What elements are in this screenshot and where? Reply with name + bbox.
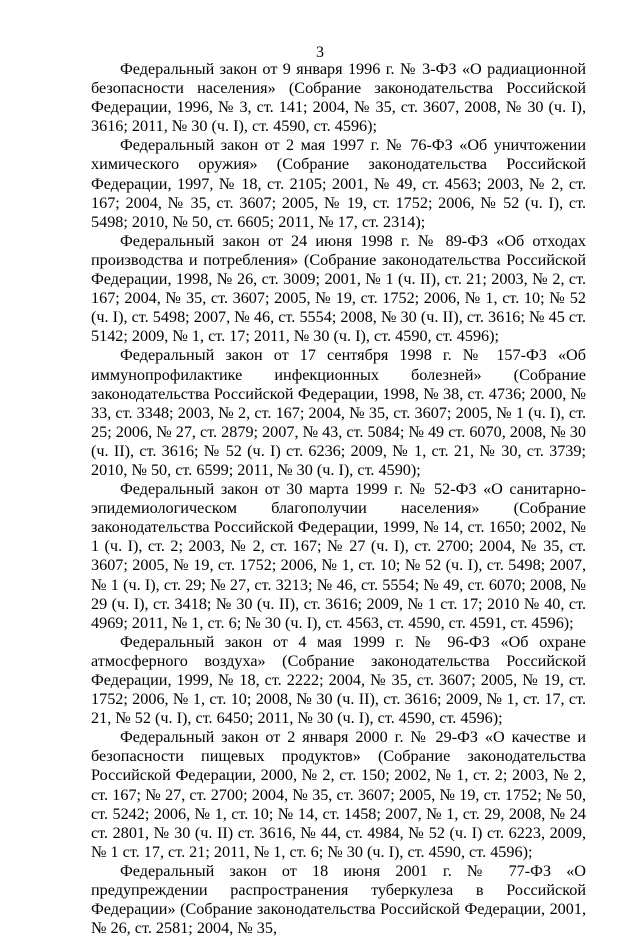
paragraph-law-76fz: Федеральный закон от 2 мая 1997 г. № 76-ФЗ «Об уничтожении химического оружия» (Собрание законодательства Российской Федерации, 1997, № 18, ст. 2105; 2001, № 49, ст. 4563; 2003, № 2, ст. 167; 2004, № 35, ст. 3607; 2005, № 19, ст. 1752; 2006, № 52 (ч. I), ст. 5498; 2010, № 50, ст. 6605; 2011, № 17, ст. 2314); — [91, 136, 586, 231]
paragraph-law-89fz: Федеральный закон от 24 июня 1998 г. № 89-ФЗ «Об отходах производства и потребления» (Собрание законодательства Российской Федерации, 1998, № 26, ст. 3009; 2001, № 1 (ч. II), ст. 21; 2003, № 2, ст. 167; 2004, № 35, ст. 3607; 2005, № 19, ст. 1752; 2006, № 1, ст. 10; № 52 (ч. I), ст. 5498; 2007, № 46, ст. 5554; 2008, № 30 (ч. II), ст. 3616; № 45 ст. 5142; 2009, № 1, ст. 17; 2011, № 30 (ч. I), ст. 4590, ст. 4596); — [91, 231, 586, 346]
paragraph-law-96fz: Федеральный закон от 4 мая 1999 г. № 96-ФЗ «Об охране атмосферного воздуха» (Собрание законодательства Российской Федерации, 1999, № 18, ст. 2222; 2004, № 35, ст. 3607; 2005, № 19, ст. 1752; 2006, № 1, ст. 10; 2008, № 30 (ч. II), ст. 3616; 2009, № 1, ст. 17, ст. 21, № 52 (ч. I), ст. 6450; 2011, № 30 (ч. I), ст. 4590, ст. 4596); — [91, 632, 586, 728]
paragraph-law-29fz: Федеральный закон от 2 января 2000 г. № 29-ФЗ «О качестве и безопасности пищевых продуктов» (Собрание законодательства Российской Федерации, 2000, № 2, ст. 150; 2002, № 1, ст. 2; 2003, № 2, ст. 167; № 27, ст. 2700; 2004, № 35, ст. 3607; 2005, № 19, ст. 1752; № 50, ст. 5242; 2006, № 1, ст. 10; № 14, ст. 1458; 2007, № 1, ст. 29, 2008, № 24 ст. 2801, № 30 (ч. II) ст. 3616, № 44, ст. 4984, № 52 (ч. I) ст. 6223, 2009, № 1 ст. 17, ст. 21; 2011, № 1, ст. 6; № 30 (ч. I), ст. 4590, ст. 4596); — [91, 728, 586, 861]
document-body — [91, 60, 586, 938]
page-number: 3 — [316, 44, 324, 61]
paragraph-law-3fz: Федеральный закон от 9 января 1996 г. № 3-ФЗ «О радиационной безопасности населения» (Собрание законодательства Российской Федерации, 1996, № 3, ст. 141; 2004, № 35, ст. 3607, 2008, № 30 (ч. I), 3616; 2011, № 30 (ч. I), ст. 4590, ст. 4596); — [91, 60, 586, 136]
paragraph-law-52fz: Федеральный закон от 30 марта 1999 г. № 52-ФЗ «О санитарно-эпидемиологическом благополучии населения» (Собрание законодательства Российской Федерации, 1999, № 14, ст. 1650; 2002, № 1 (ч. I), ст. 2; 2003, № 2, ст. 167; № 27 (ч. I), ст. 2700; 2004, № 35, ст. 3607; 2005, № 19, ст. 1752; 2006, № 1, ст. 10; № 52 (ч. I), ст. 5498; 2007, № 1 (ч. I), ст. 29; № 27, ст. 3213; № 46, ст. 5554; № 49, ст. 6070; 2008, № 29 (ч. I), ст. 3418; № 30 (ч. II), ст. 3616; 2009, № 1 ст. 17; 2010 № 40, ст. 4969; 2011, № 1, ст. 6; № 30 (ч. I), ст. 4563, ст. 4590, ст. 4591, ст. 4596); — [91, 480, 586, 632]
paragraph-law-77fz: Федеральный закон от 18 июня 2001 г. № 77-ФЗ «О предупреждении распространения туберкулеза в Российской Федерации» (Собрание законодательства Российской Федерации, 2001, № 26, ст. 2581; 2004, № 35, — [91, 861, 586, 938]
paragraph-law-157fz: Федеральный закон от 17 сентября 1998 г. № 157-ФЗ «Об иммунопрофилактике инфекционных болезней» (Собрание законодательства Российской Федерации, 1998, № 38, ст. 4736; 2000, № 33, ст. 3348; 2003, № 2, ст. 167; 2004, № 35, ст. 3607; 2005, № 1 (ч. I), ст. 25; 2006, № 27, ст. 2879; 2007, № 43, ст. 5084; № 49 ст. 6070, 2008, № 30 (ч. II), ст. 3616; № 52 (ч. I) ст. 6236; 2009, № 1, ст. 21, № 30, ст. 3739; 2010, № 50, ст. 6599; 2011, № 30 (ч. I), ст. 4590); — [91, 346, 586, 479]
